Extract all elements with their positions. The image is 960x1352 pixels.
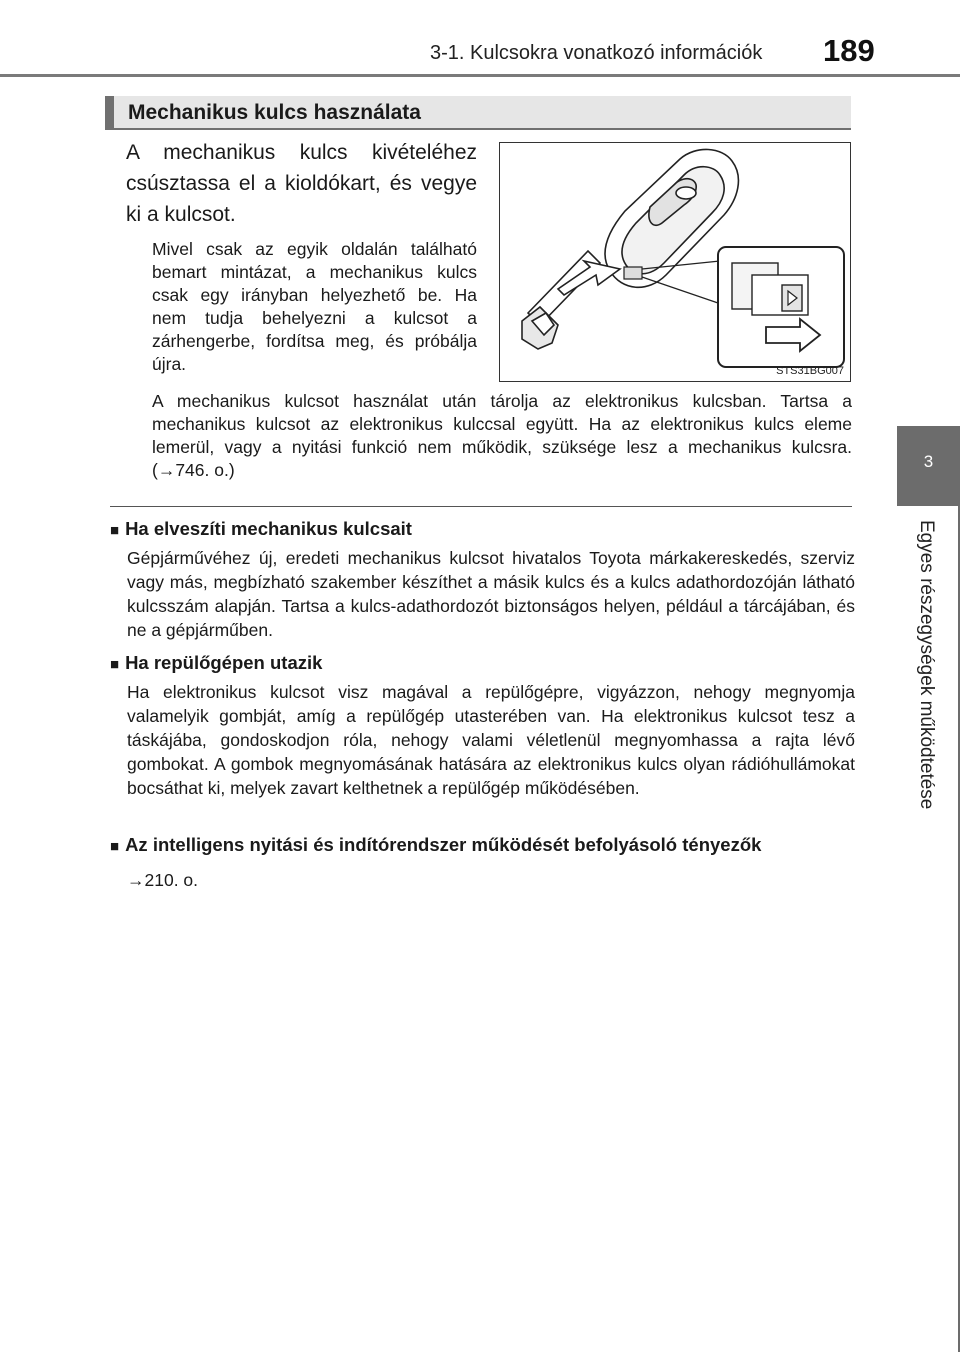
header-rule	[0, 74, 960, 77]
running-header: 3-1. Kulcsokra vonatkozó információk	[430, 42, 763, 64]
release-lever	[624, 267, 642, 279]
subsection-body: Ha elektronikus kulcsot visz magával a repülőgépre, vigyázzon, nehogy megnyomja valamelyik gombját, amíg a repülőgép utasterében van. Ha elektronikus kulcsot tesz a táskájába, gondoskodjon róla, nehogy valami véletlenül megnyomhassa a rajta lévő gombokat. A gombok megnyomásának hatására az elektronikus kulcs olyan rádióhullámokat bocsáthat ki, melyek zavart kelthetnek a repülőgép működésében.	[127, 682, 855, 798]
subsection-lost-keys	[110, 516, 855, 642]
page-number: 189	[823, 33, 875, 68]
square-bullet-icon: ■	[110, 656, 120, 673]
section-heading	[105, 96, 851, 130]
subsection-airplane	[110, 650, 855, 800]
subsection-title: Ha elveszíti mechanikus kulcsait	[125, 518, 412, 539]
figure-code: STS31BG007	[776, 365, 844, 377]
chapter-number: 3	[923, 452, 934, 471]
page-reference-link[interactable]: →210. o.	[127, 870, 199, 890]
subsection-body: Gépjárművéhez új, eredeti mechanikus kulcsot hivatalos Toyota márkakereskedés, szerviz vagy más, megbízható szakember készíthet a másik kulcs és a kulcs adathordozóján látható kulcsszám alapján. Tartsa a kulcs-adathordozót biztonságos helyen, például a tárcájában, és ne a gépjárműben.	[127, 548, 855, 640]
square-bullet-icon: ■	[110, 838, 120, 855]
key-drawing	[500, 143, 850, 381]
subsection-title: Az intelligens nyitási és indítórendszer működését befolyásoló tényezők	[125, 834, 762, 855]
note-paragraph-1: Mivel csak az egyik oldalán található bemart mintázat, a mechanikus kulcs csak egy irányban helyezhető be. Ha nem tudja behelyezni a kulcsot a zárhengerbe, fordítsa meg, és próbálja újra.	[152, 239, 477, 374]
section-divider	[110, 506, 852, 507]
zoom-inset	[718, 247, 844, 367]
section-title: Mechanikus kulcs használata	[128, 101, 421, 124]
key-illustration	[499, 142, 851, 382]
square-bullet-icon: ■	[110, 522, 120, 539]
chapter-label: Egyes részegységek működtetése	[916, 520, 937, 810]
subsection-smart-entry	[110, 832, 855, 892]
intro-paragraph: A mechanikus kulcs kivételéhez csúsztassa el a kioldókart, és vegye ki a kulcsot.	[126, 141, 477, 226]
note-paragraph-2: A mechanikus kulcsot használat után tárolja az elektronikus kulcsban. Tartsa a mechanikus kulcsot az elektronikus kulccsal együtt. Ha az elektronikus kulcs eleme lemerül, vagy a nyitási funkció nem működik, szüksége lesz a mechanikus kulcsra. (→746. o.)	[152, 391, 852, 480]
subsection-title: Ha repülőgépen utazik	[125, 652, 323, 673]
chapter-tab	[897, 426, 960, 506]
